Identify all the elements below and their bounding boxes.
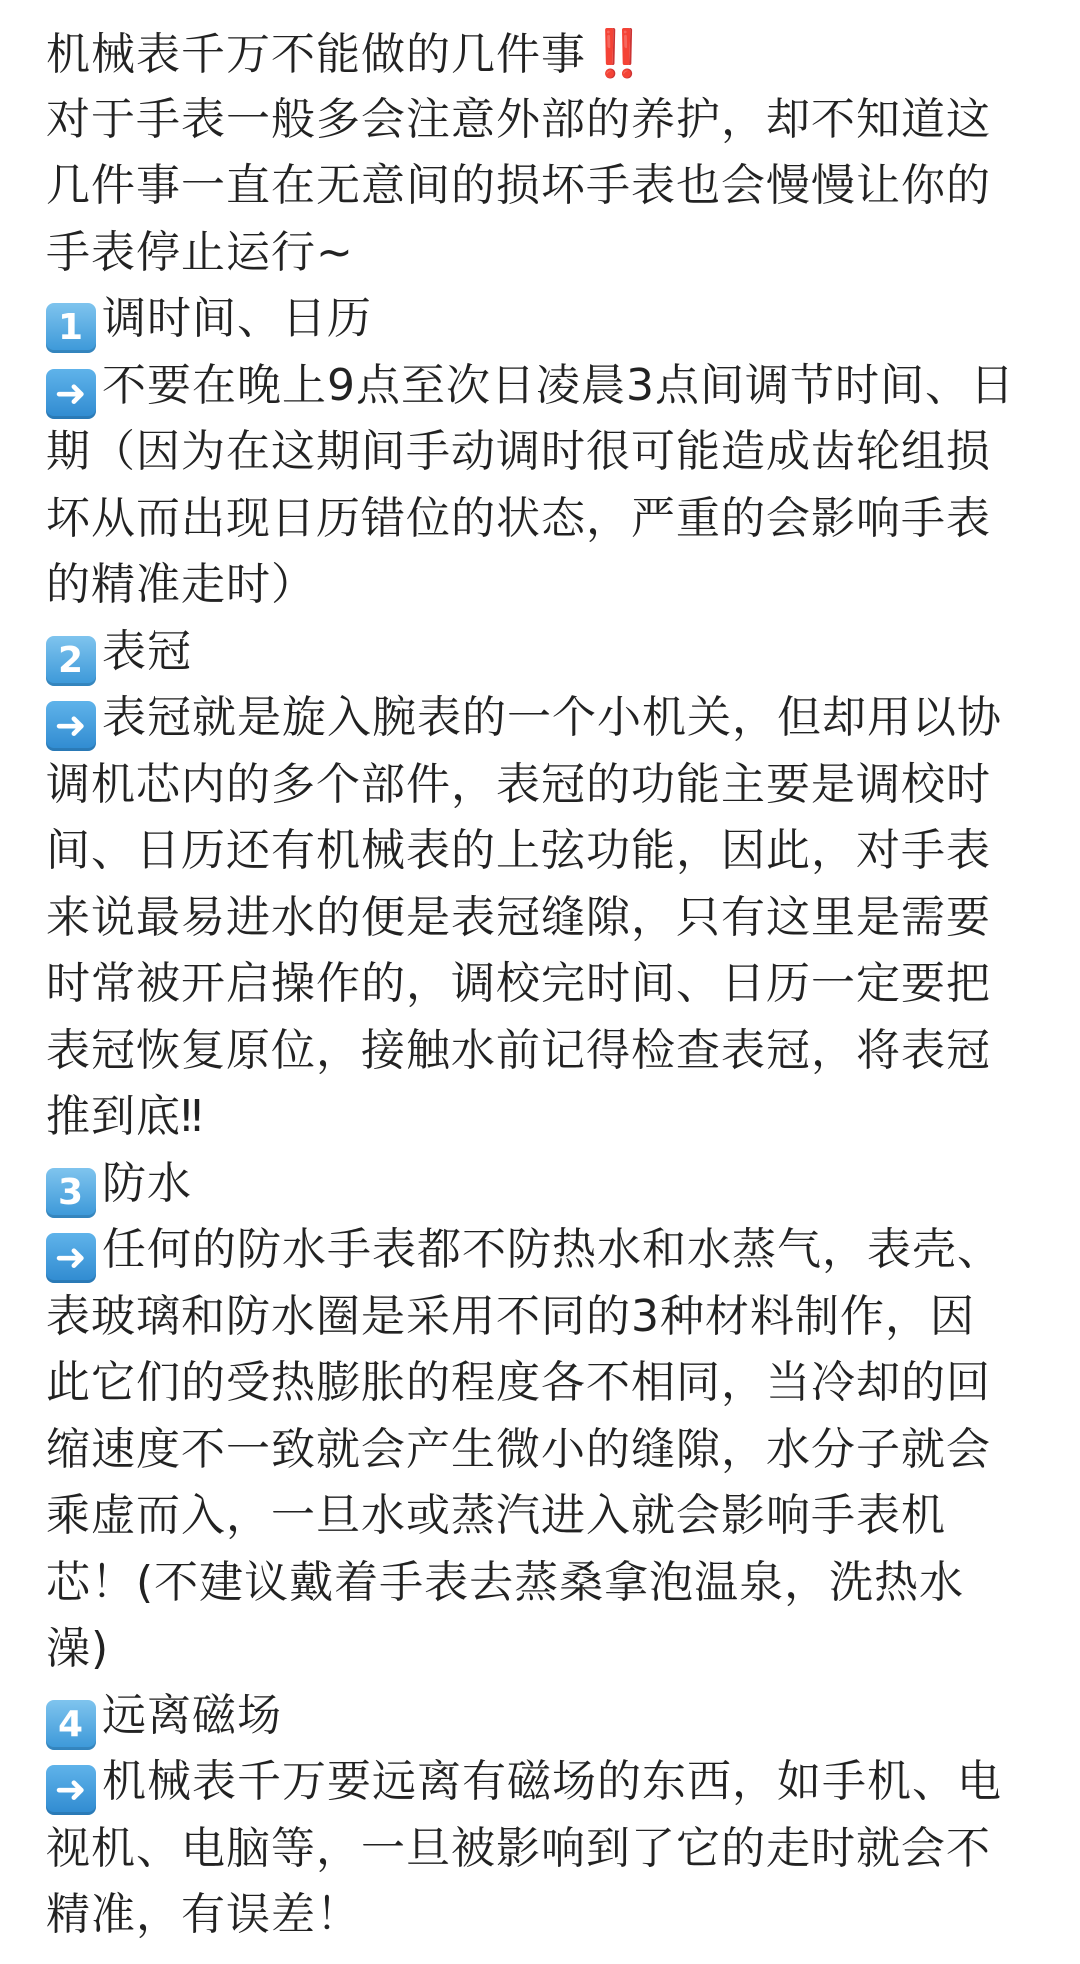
section-heading: [46, 286, 1036, 353]
section-line: 时常被开启操作的，调校完时间、日历一定要把: [46, 958, 991, 1009]
keycap-4-icon: 4: [46, 1700, 96, 1750]
intro-line: 几件事一直在无意间的损坏手表也会慢慢让你的: [46, 160, 991, 211]
section-line: 表玻璃和防水圈是采用不同的3种材料制作，因: [46, 1290, 975, 1342]
post-title: [46, 20, 1036, 87]
section-line-text: 不要在晚上9点至次日凌晨3点间调节时间、日: [102, 359, 1015, 411]
section-line: 芯！(不建议戴着手表去蒸桑拿泡温泉，洗热水: [46, 1556, 965, 1608]
section-line: 调机芯内的多个部件，表冠的功能主要是调校时: [46, 758, 991, 810]
section-line: 澡): [46, 1623, 110, 1674]
section-line: 精准，有误差！: [46, 1889, 361, 1940]
section-line-text: 任何的防水手表都不防热水和水蒸气，表壳、: [102, 1224, 1002, 1275]
section-line: 推到底‼: [46, 1091, 204, 1142]
section-line: 缩速度不一致就会产生微小的缝隙，水分子就会: [46, 1423, 991, 1475]
right-arrow-icon: ➜: [46, 369, 96, 419]
section-line: 此它们的受热膨胀的程度各不相同，当冷却的回: [46, 1357, 991, 1408]
right-arrow-icon: ➜: [46, 1765, 96, 1815]
section-line: 来说最易进水的便是表冠缝隙，只有这里是需要: [46, 891, 991, 943]
section-line: 期（因为在这期间手动调时很可能造成齿轮组损: [46, 426, 991, 477]
section-line: 的精准走时）: [46, 559, 316, 610]
section-line: [46, 1217, 1036, 1284]
section-line: 间、日历还有机械表的上弦功能，因此，对手表: [46, 825, 991, 876]
right-arrow-icon: ➜: [46, 701, 96, 751]
double-exclamation-icon: ‼️: [590, 26, 644, 80]
keycap-2-icon: 2: [46, 636, 96, 686]
section-line: 视机、电脑等，一旦被影响到了它的走时就会不: [46, 1822, 991, 1874]
section-line: 乘虚而入，一旦水或蒸汽进入就会影响手表机: [46, 1490, 946, 1541]
section-heading-text: 远离磁场: [102, 1689, 282, 1741]
section-line: [46, 1749, 1036, 1816]
post-title-text: 机械表千万不能做的几件事: [46, 29, 586, 80]
post-body: [46, 20, 1036, 1949]
section-heading: [46, 1683, 1036, 1750]
section-line: 坏从而出现日历错位的状态，严重的会影响手表: [46, 492, 991, 544]
section-line: [46, 685, 1036, 752]
right-arrow-icon: ➜: [46, 1233, 96, 1283]
keycap-3-icon: 3: [46, 1168, 96, 1218]
section-heading-text: 防水: [102, 1157, 192, 1209]
section-line: [46, 353, 1036, 420]
section-heading: [46, 619, 1036, 686]
section-heading-text: 调时间、日历: [102, 293, 372, 344]
intro-line: 手表停止运行~: [46, 226, 354, 278]
section-line-text: 机械表千万要远离有磁场的东西，如手机、电: [102, 1756, 1002, 1807]
section-line-text: 表冠就是旋入腕表的一个小机关，但却用以协: [102, 692, 1002, 743]
keycap-1-icon: 1: [46, 303, 96, 353]
section-heading-text: 表冠: [102, 625, 192, 677]
section-line: 表冠恢复原位，接触水前记得检查表冠，将表冠: [46, 1024, 991, 1076]
section-heading: [46, 1151, 1036, 1218]
intro-line: 对于手表一般多会注意外部的养护，却不知道这: [46, 93, 991, 145]
